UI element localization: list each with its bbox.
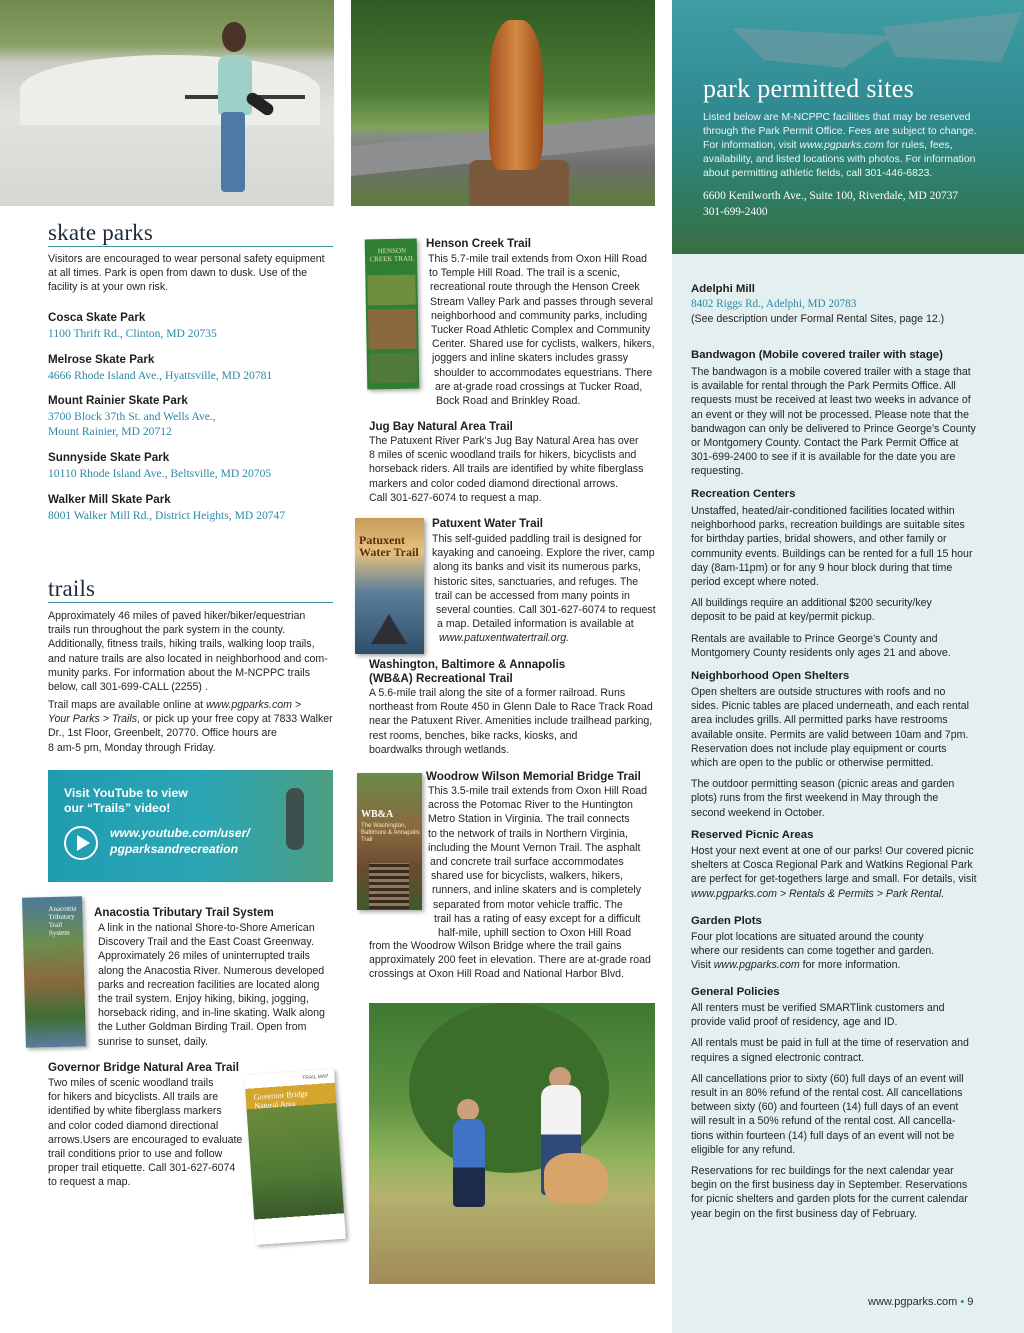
governor-description: Two miles of scenic woodland trails for hikers and bicyclists. All trails are identified by white fiberglass markers and color coded diamond directional arrows.Users are encouraged to evaluate trail conditions prior to use and follow proper trail etiquette. Call 301-627-6074 to request a map. — [48, 1077, 243, 1189]
trail-title: Patuxent Water Trail — [432, 517, 544, 530]
skate-intro: Visitors are encouraged to wear personal safety equipment at all times. Park is open from dawn to dusk. Use of the facility is at your own risk. — [48, 253, 325, 294]
general-policies-entry: General Policies All renters must be verified SMARTlink customers and provide valid proof of residency, age and ID. All rentals must be paid in full at the time of reservation and requires a signed electronic contract. All cancellations prior to sixty (60) full days of an event will result in an 80% refund of the rental cost. All cancellations between sixty (60) and fourteen (14) full days of an event will result in a 50% refund of the rental cost. All cancella- tions within fourteen (14) full days of an event will not be eligible for any refund. Reservations for rec buildings for the next calendar year begin on the first business day in September. Reservations for picnic shelters and garden plots for the current calendar year begin on the first business day of February. — [691, 986, 969, 1220]
permitted-heading: park permitted sites — [703, 74, 915, 103]
section-rule — [48, 246, 333, 247]
skate-park-item — [48, 451, 271, 481]
skate-ramp — [20, 55, 320, 125]
patuxent-description: This self-guided paddling trail is designed for kayaking and canoeing. Explore the river, camp along its banks and visit its numerous parks, historic sites, sanctuaries, and refuges. The trail can be accessed from many points in several counties. Call 301-627-6074 to request a map. Detailed information is available at www.patuxentwatertrail.org. — [432, 533, 656, 645]
trails-path-link[interactable]: Your Parks > Trails — [48, 713, 137, 726]
park-name: Mount Rainier Skate Park — [48, 394, 188, 407]
adelphi-mill-entry: Adelphi Mill 8402 Riggs Rd., Adelphi, MD 20783 (See description under Formal Rental Sites, page 12.) — [691, 283, 1011, 326]
railroad-tracks-image — [369, 863, 409, 909]
intro-line: For information, visit www.pgparks.com for rules, fees, — [703, 140, 953, 151]
jugbay-description: The Patuxent River Park’s Jug Bay Natural Area has over 8 miles of scenic woodland trails for hikers, bicyclists and horseback riders. All trails are identified by white fiberglass markers and color coded diamond directional arrows. Call 301-627-6074 to request a map. — [369, 435, 644, 504]
bandwagon-entry: Bandwagon (Mobile covered trailer with stage) The bandwagon is a mobile covered trailer with a stage that is available for rental through the Park Permits Office. All requests must be received at least two weeks in advance of an event or they will not be processed. Please note that the bandwagon can only be delivered to Prince George’s County or Montgomery County. Contact the Park Permit Office at 301-699-2400 to see if it is available for the date you are requesting. — [691, 349, 976, 478]
skater-head — [222, 22, 246, 52]
park-name: Walker Mill Skate Park — [48, 493, 171, 506]
skate-park-item — [48, 493, 285, 523]
park-address[interactable]: 8001 Walker Mill Rd., District Heights, MD 20747 — [48, 509, 286, 522]
carved-statue — [489, 20, 543, 170]
skate-park-photo — [0, 0, 334, 206]
park-rental-link[interactable]: www.pgparks.com > Rentals & Permits > Park Rental. — [691, 887, 945, 900]
jogger-figure — [286, 788, 304, 850]
shade-canopy — [732, 28, 892, 68]
trails-online-info: Trail maps are available online at www.pgparks.com > Your Parks > Trails, or pick up your free copy at 7833 Walker Dr., 1st Floor, Greenbelt, 20770. Office hours are 8 am-5 pm, Monday through Friday. — [48, 699, 333, 754]
picnic-areas-entry: Reserved Picnic Areas Host your next event at one of our parks! Our covered picnic shelters at Cosca Regional Park and Watkins Regional Park are perfect for get-togethers large and small. For details, visit www.pgparks.com > Rentals & Permits > Park Rental. — [691, 829, 1011, 901]
skate-park-item — [48, 394, 216, 439]
woodrow-description: This 3.5-mile trail extends from Oxon Hill Road across the Potomac River to the Huntington Metro Station in Virginia. The trail connects to the network of trails in Northern Virginia, including the Mount Vernon Trail. The asphalt and concrete trail surface accommodates shared use for bicyclists, walkers, hikers, runners, and inline skaters and is completely separated from motor vehicle traffic. The trail has a rating of easy except for a difficult half-mile, uphill section to Oxon Hill Road — [428, 785, 648, 940]
pgparks-link[interactable]: www.pgparks.com > — [206, 699, 302, 711]
boy-and-dog-photo — [369, 1003, 655, 1284]
skate-parks-heading: skate parks — [48, 220, 154, 245]
shade-canopy — [882, 12, 1022, 62]
adelphi-address[interactable]: 8402 Riggs Rd., Adelphi, MD 20783 — [691, 298, 857, 310]
patuxent-water-trail-brochure: Patuxent Water Trail — [355, 518, 424, 654]
park-address[interactable]: 10110 Rhode Island Ave., Beltsville, MD 20705 — [48, 467, 272, 480]
park-name: Sunnyside Skate Park — [48, 451, 170, 464]
recreation-centers-entry: Recreation Centers Unstaffed, heated/air-conditioned facilities located within neighborhood parks, recreation buildings are suitable sites for birthday parties, bridal showers, and other family or community events. Buildings can be rented for a full 15 hour day (8am-11pm) or for any 9 hour block during that time period except where noted. All buildings require an additional $200 security/key deposit to be paid at key/permit pickup. Rentals are available to Prince George’s County and Montgomery County residents only ages 21 and above. — [691, 488, 973, 659]
youtube-url[interactable]: www.youtube.com/user/ pgparksandrecreation — [110, 826, 250, 856]
park-name: Melrose Skate Park — [48, 353, 155, 366]
skate-park-item — [48, 353, 272, 383]
anacostia-description: A link in the national Shore-to-Shore American Discovery Trail and the East Coast Greenway. Approximately 26 miles of uninterrupted trails along the Anacostia River. Numerous developed parks and recreation facilities are located along the trail system. Enjoy hiking, biking, jogging, horseback riding, and in-line skating. Walk along the Luther Goldman Birding Trail. Open from sunrise to sunset, daily. — [98, 922, 325, 1048]
footer-separator: • — [960, 1296, 965, 1308]
wba-description: A 5.6-mile trail along the site of a former railroad. Runs northeast from Route 450 in Glenn Dale to Race Track Road near the Patuxent River. Amenities include trailhead parking, rest rooms, benches, bike racks, kiosks, and boardwalks through wetlands. — [369, 687, 653, 756]
youtube-video-banner[interactable] — [48, 770, 333, 882]
permit-office-address: 6600 Kenilworth Ave., Suite 100, Riverdale, MD 20737 301-699-2400 — [703, 190, 959, 218]
trail-title: Washington, Baltimore & Annapolis (WB&A) Recreational Trail — [369, 658, 566, 685]
trails-heading: trails — [48, 576, 96, 601]
permitted-sites-panel — [672, 0, 1024, 254]
youtube-callout: Visit YouTube to view our “Trails” video! — [64, 786, 188, 815]
governor-bridge-brochure: TRAIL MAP Governor Bridge Natural Area — [244, 1069, 346, 1245]
henson-description: This 5.7-mile trail extends from Oxon Hill Road to Temple Hill Road. The trail is a scenic, recreational route through the Henson Creek Stream Valley Park and passes through several neighborhood and community parks, including Tucker Road Athletic Complex and Community Center. Shared use for cyclists, walkers, hikers, joggers and inline skaters includes grassy shoulder to accommodates equestrians. There are at-grade road crossings at Tucker Road, Bock Road and Brinkley Road. — [428, 253, 655, 408]
patuxent-link[interactable]: www.patuxentwatertrail.org. — [439, 632, 570, 645]
henson-creek-brochure: HENSON CREEK TRAIL — [365, 239, 420, 390]
trail-title: Henson Creek Trail — [426, 237, 532, 250]
park-address[interactable]: 4666 Rhode Island Ave., Hyattsville, MD 20781 — [48, 369, 273, 382]
trail-title: Anacostia Tributary Trail System — [94, 906, 274, 919]
intro-line: through the Park Permit Office. Fees are subject to change. — [703, 126, 977, 137]
pgparks-link[interactable]: www.pgparks.com — [713, 959, 800, 972]
permitted-intro — [703, 111, 1023, 181]
canoe-image — [371, 614, 407, 644]
wba-trail-brochure: WB&A The Washington, Baltimore & Annapolis Trail — [357, 773, 422, 910]
intro-line: Listed below are M-NCPPC facilities that may be reserved — [703, 112, 971, 123]
park-name: Cosca Skate Park — [48, 311, 146, 324]
open-shelters-entry: Neighborhood Open Shelters Open shelters are outside structures with roofs and no sides. Picnic tables are placed underneath, and each rental area includes grills. All permitted parks have restrooms available onsite. Permits are valid between 10am and 7pm. Reservation does not include play equipment or courts which are open to the public or otherwise permitted. The outdoor permitting season (picnic areas and garden plots) runs from the first weekend in May through the second weekend in October. — [691, 670, 969, 819]
section-rule — [48, 602, 333, 603]
wood-carving-photo — [351, 0, 655, 206]
footer-site-link[interactable]: www.pgparks.com — [868, 1296, 958, 1308]
pgparks-link[interactable]: www.pgparks.com — [799, 140, 884, 151]
trails-intro: Approximately 46 miles of paved hiker/biker/equestrian trails run throughout the park system in the county. Additionally, fitness trails, hiking trails, walking loop trails, and nature trails are also located in neighborhood and com- munity parks. For information about the M-NCPPC trails below, call 301-699-CALL (2255) . — [48, 610, 328, 694]
anacostia-brochure: Anacostia Tributary Trail System — [22, 896, 86, 1048]
play-triangle-icon — [77, 835, 90, 851]
park-address[interactable]: Mount Rainier, MD 20712 — [48, 425, 172, 438]
park-address[interactable]: 1100 Thrift Rd., Clinton, MD 20735 — [48, 327, 217, 340]
intro-line: about permitting athletic fields, call 301-446-6823. — [703, 168, 933, 179]
woodrow-description-cont: from the Woodrow Wilson Bridge where the trail gains approximately 200 feet in elevation. There are at-grade road crossings at Oxon Hill Road and National Harbor Blvd. — [369, 940, 651, 981]
skater-legs — [221, 112, 245, 192]
trail-title: Governor Bridge Natural Area Trail — [48, 1061, 239, 1074]
skate-park-item — [48, 311, 217, 341]
trail-title: Woodrow Wilson Memorial Bridge Trail — [426, 770, 641, 783]
dog-figure — [544, 1153, 608, 1203]
garden-plots-entry: Garden Plots Four plot locations are situated around the county where our residents can come together and garden. Visit www.pgparks.com for more information. — [691, 915, 935, 972]
intro-line: availability, and listed locations with photos. For information — [703, 154, 976, 165]
skater-body — [218, 55, 252, 115]
boy-figure — [453, 1119, 485, 1207]
page-footer — [868, 1296, 973, 1308]
trail-title: Jug Bay Natural Area Trail — [369, 420, 513, 433]
page-number: 9 — [967, 1296, 974, 1308]
park-address[interactable]: 3700 Block 37th St. and Wells Ave., — [48, 410, 216, 423]
